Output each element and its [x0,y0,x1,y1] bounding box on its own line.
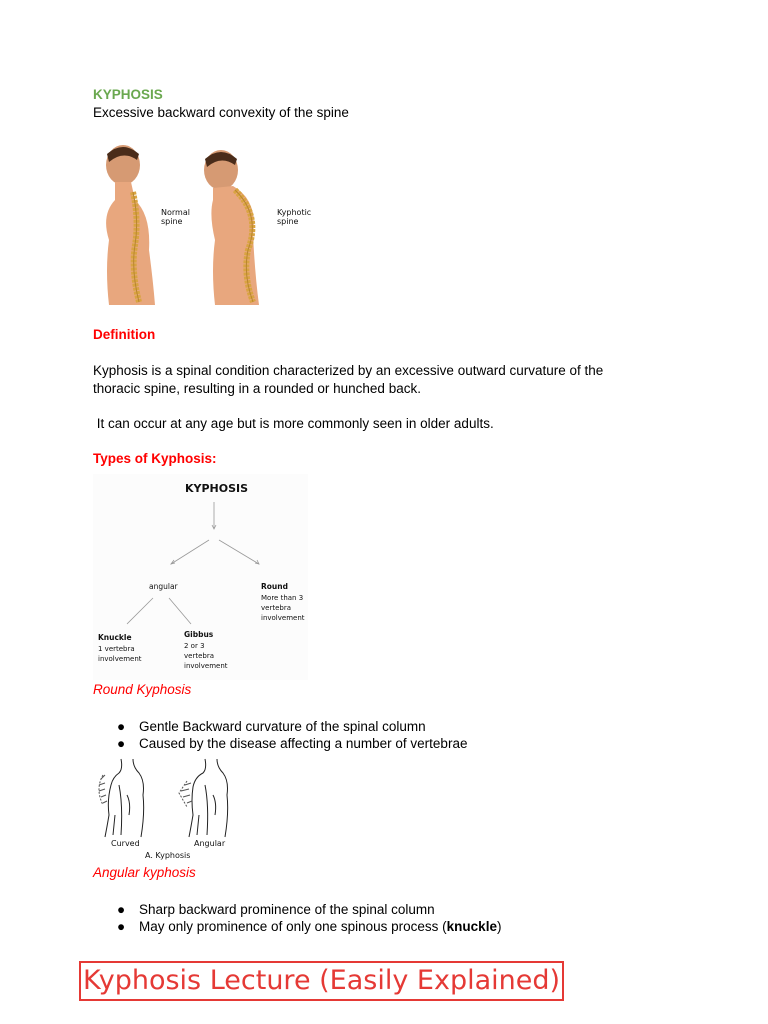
angular-kyphosis-heading: Angular kyphosis [93,865,196,880]
angular-label: Angular [194,839,226,848]
definition-heading: Definition [93,327,156,342]
definition-line-1: Kyphosis is a spinal condition characterized by an excessive outward curvature of the [93,363,604,378]
diagram-round-desc: More than 3 [261,594,304,602]
diagram-root-label: KYPHOSIS [185,482,249,495]
spine-comparison-figure [93,140,323,310]
bullet-icon: ● [117,719,126,734]
knuckle-term: knuckle [446,919,497,934]
diagram-round-desc: involvement [261,614,305,622]
normal-label-1: Normal [161,208,190,217]
diagram-gibbus-desc: involvement [184,662,228,670]
curved-figure-outline [105,759,122,837]
lecture-title-banner[interactable]: Kyphosis Lecture (Easily Explained) [79,961,564,1001]
bullet-icon: ● [117,736,126,751]
normal-label-2: spine [161,217,183,226]
round-kyphosis-heading: Round Kyphosis [93,682,192,697]
diagram-gibbus-label: Gibbus [184,630,214,639]
list-item: ● Sharp backward prominence of the spinal column [117,902,435,917]
diagram-round-desc: vertebra [261,604,291,612]
kyphosis-sketch-figure [93,755,238,863]
diagram-knuckle-desc: involvement [98,655,142,663]
bullet-icon: ● [117,902,126,917]
diagram-knuckle-label: Knuckle [98,633,132,642]
round-kyphosis-list [93,718,467,752]
diagram-gibbus-desc: vertebra [184,652,214,660]
bullet-icon: ● [117,919,126,934]
list-item: ● Gentle Backward curvature of the spinal column [117,719,426,734]
kyphotic-spine-figure [204,150,259,305]
page-title: KYPHOSIS [93,87,163,102]
definition-paragraph-2: It can occur at any age but is more commonly seen in older adults. [93,416,494,431]
diagram-round-label: Round [261,582,288,591]
normal-spine-figure [106,145,155,305]
kyphotic-label-1: Kyphotic [277,208,312,217]
figure-caption: A. Kyphosis [145,851,191,860]
definition-line-2: thoracic spine, resulting in a rounded or hunched back. [93,381,421,396]
list-item: ● May only prominence of only one spinous process (knuckle) [117,919,502,934]
diagram-angular-label: angular [149,582,178,591]
kyphotic-label-2: spine [277,217,299,226]
page-subtitle: Excessive backward convexity of the spine [93,105,349,120]
diagram-knuckle-desc: 1 vertebra [98,645,135,653]
angular-kyphosis-list [93,901,501,935]
types-heading: Types of Kyphosis: [93,451,217,466]
list-item: ● Caused by the disease affecting a number of vertebrae [117,736,468,751]
curved-label: Curved [111,839,140,848]
diagram-gibbus-desc: 2 or 3 [184,642,205,650]
angular-figure-outline [189,759,206,837]
kyphosis-types-diagram [93,474,308,680]
